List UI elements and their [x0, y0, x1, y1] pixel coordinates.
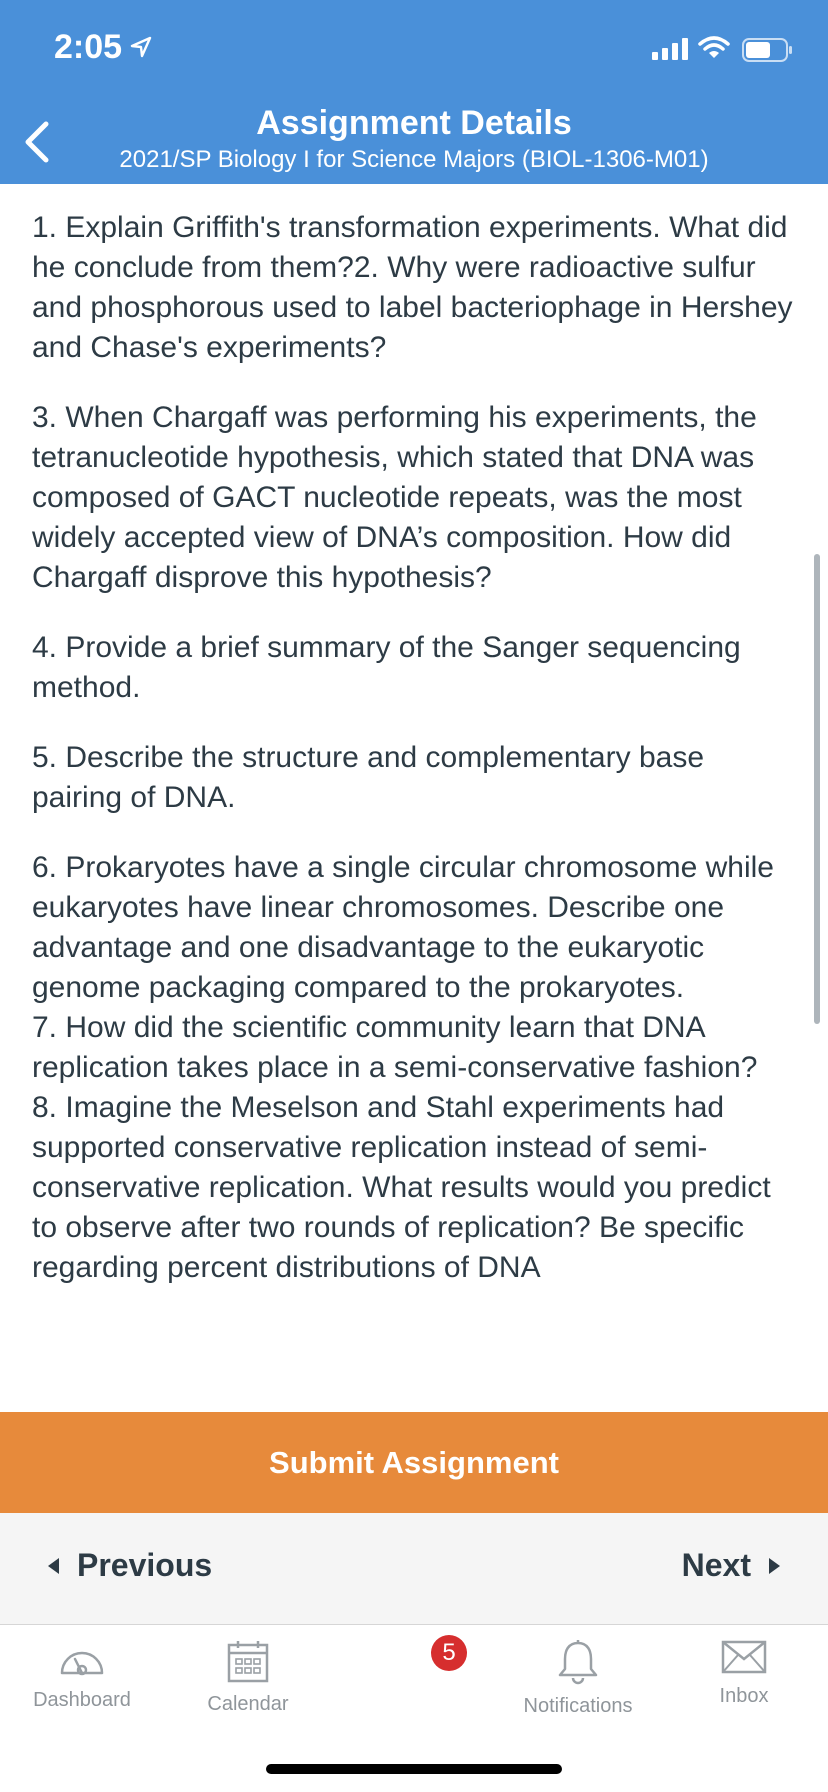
question-paragraph: 1. Explain Griffith's transformation experiments. What did he conclude from them?2. Why were radioactive sulfur and phosphorous used to label bacteriophage in Hershey and Chase's experiments? [32, 211, 793, 364]
wifi-icon [698, 36, 730, 65]
caret-right-icon [769, 1558, 780, 1574]
question-paragraph: 6. Prokaryotes have a single circular chromosome while eukaryotes have linear chromosomes. Describe one advantage and one disadvantage to the eukaryotic genome packaging compared to the prokaryotes. [32, 851, 774, 1004]
tab-dashboard[interactable] [2, 1639, 162, 1712]
caret-left-icon [48, 1558, 59, 1574]
tab-label: Calendar [207, 1693, 289, 1715]
status-time: 2:05 [54, 28, 123, 66]
bell-icon [556, 1639, 600, 1685]
next-button[interactable] [682, 1547, 780, 1584]
assignment-description[interactable] [0, 184, 828, 1412]
tab-notifications[interactable] [498, 1639, 658, 1718]
question-paragraph: 7. How did the scientific community learn that DNA replication takes place in a semi-conservative fashion? [32, 1011, 758, 1084]
course-subtitle: 2021/SP Biology I for Science Majors (BIOL-1306-M01) [119, 146, 709, 173]
previous-button[interactable] [48, 1547, 212, 1584]
dashboard-icon [57, 1639, 107, 1679]
question-paragraph: 5. Describe the structure and complementary base pairing of DNA. [32, 741, 704, 814]
home-indicator[interactable] [266, 1764, 562, 1774]
calendar-icon [227, 1639, 269, 1683]
battery-icon [742, 38, 794, 67]
page-title: Assignment Details [256, 104, 572, 142]
envelope-icon [721, 1639, 767, 1675]
pager [0, 1513, 828, 1625]
tab-inbox[interactable] [664, 1639, 824, 1708]
question-paragraph: 3. When Chargaff was performing his experiments, the tetranucleotide hypothesis, which stated that DNA was composed of GACT nucleotide repeats, was the most widely accepted view of DNA’s composition. How did Chargaff disprove this hypothesis? [32, 401, 757, 594]
signal-icon [652, 38, 690, 65]
question-paragraph: 8. Imagine the Meselson and Stahl experiments had supported conservative replication instead of semi-conservative replication. What results would you predict to observe after two rounds of replication? Be specific regarding percent distributions of DNA [32, 1091, 771, 1284]
header [0, 0, 828, 184]
question-paragraph: 4. Provide a brief summary of the Sanger sequencing method. [32, 631, 741, 704]
tab-label: Notifications [523, 1695, 633, 1717]
question-list [32, 208, 802, 1288]
tab-label: Dashboard [33, 1689, 131, 1711]
submit-assignment-button[interactable]: Submit Assignment [0, 1412, 828, 1513]
next-label: Next [681, 1547, 751, 1583]
notification-badge: 5 [431, 1635, 467, 1671]
previous-label: Previous [77, 1547, 213, 1583]
tab-label: Inbox [719, 1685, 769, 1707]
scrollbar[interactable] [814, 554, 820, 1024]
tab-calendar[interactable] [168, 1639, 328, 1716]
location-arrow-icon [130, 36, 152, 63]
